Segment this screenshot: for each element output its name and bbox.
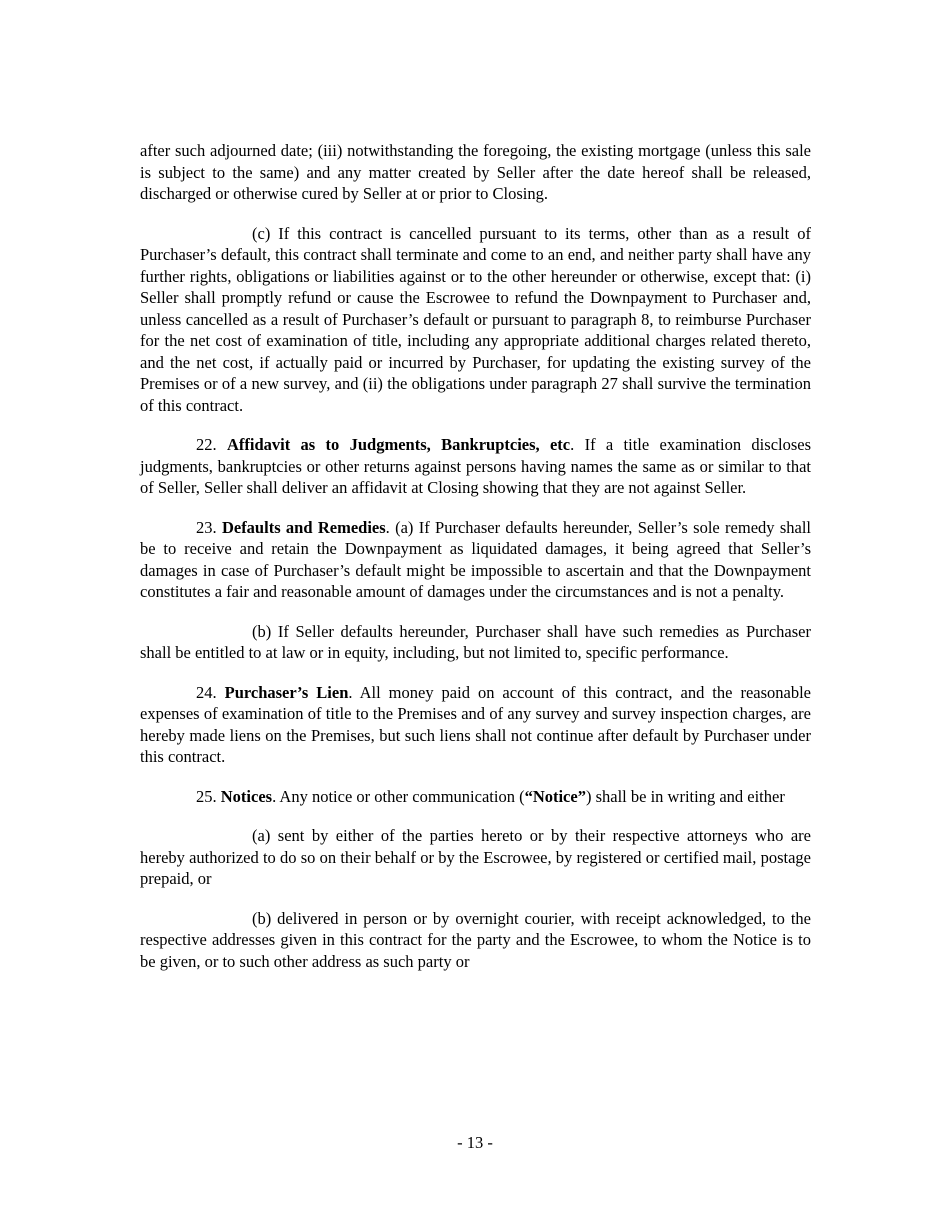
paragraph-23a: [140, 517, 811, 603]
paragraph-25b: (b) delivered in person or by overnight courier, with receipt acknowledged, to the respective addresses given in this contract for the party and the Escrowee, to whom the Notice is to be given, or to such other address as such party or: [140, 908, 811, 971]
paragraph-25a: (a) sent by either of the parties hereto or by their respective attorneys who are hereby authorized to do so on their behalf or by the Escrowee, by registered or certified mail, postage prepaid, or: [140, 826, 811, 888]
section-number: 25.: [196, 786, 217, 806]
page-number: - 13 -: [457, 1133, 493, 1152]
section-text: . If a title examination discloses judgments, bankruptcies or other returns against persons having names the same as or similar to that of Seller, Seller shall deliver an affidavit at Closing showing that they are not against Seller.: [140, 435, 812, 497]
paragraph-22: [140, 434, 811, 499]
paragraph-23b: (b) If Seller defaults hereunder, Purchaser shall have such remedies as Purchaser shall be entitled to at law or in equity, including, but not limited to, specific performance.: [140, 621, 811, 662]
section-text: ) shall be in writing and either: [585, 786, 785, 806]
paragraph-24: [140, 682, 811, 768]
paragraph-continuation: after such adjourned date; (iii) notwithstanding the foregoing, the existing mortgage (unless this sale is subject to the same) and any matter created by Seller after the date hereof shall be released, discharged or otherwise cured by Seller at or prior to Closing.: [140, 141, 811, 203]
section-heading: Defaults and Remedies: [221, 517, 386, 537]
defined-term: “Notice”: [524, 786, 586, 806]
section-heading: Notices: [220, 786, 273, 806]
paragraph-21c: (c) If this contract is cancelled pursuant to its terms, other than as a result of Purchaser’s default, this contract shall terminate and come to an end, and neither party shall have any further rights, obligations or liabilities against or to the other hereunder or otherwise, except that: (i) Seller shall promptly refund or cause the Escrowee to refund the Downpayment to Purchaser and, unless cancelled as a result of Purchaser’s default or pursuant to paragraph 8, to reimburse Purchaser for the net cost of examination of title, including any appropriate additional charges related thereto, and the net cost, if actually paid or incurred by Purchaser, for updating the existing survey of the Premises or of a new survey, and (ii) the obligations under paragraph 27 shall survive the termination of this contract.: [140, 223, 811, 415]
section-number: 23.: [196, 517, 217, 537]
section-number: 22.: [196, 435, 217, 454]
section-number: 24.: [196, 682, 217, 702]
section-heading: Affidavit as to Judgments, Bankruptcies, etc: [226, 435, 571, 454]
section-text: . (a) If Purchaser defaults hereunder, Seller’s sole remedy shall be to receive and retain the Downpayment as liquidated damages, it being agreed that Seller’s damages in case of Purchaser’s default might be impossible to ascertain and that the Downpayment constitutes a fair and reasonable amount of damages under the circumstances and is not a penalty.: [140, 517, 812, 601]
section-text: . Any notice or other communication (: [272, 786, 525, 806]
section-text: . All money paid on account of this contract, and the reasonable expenses of examination of title to the Premises and of any survey and survey inspection charges, are hereby made liens on the Premises, but such liens shall not continue after default by Purchaser under this contract.: [140, 682, 811, 766]
document-page: [140, 140, 811, 990]
section-heading: Purchaser’s Lien: [224, 682, 349, 702]
paragraph-25: [140, 786, 811, 808]
